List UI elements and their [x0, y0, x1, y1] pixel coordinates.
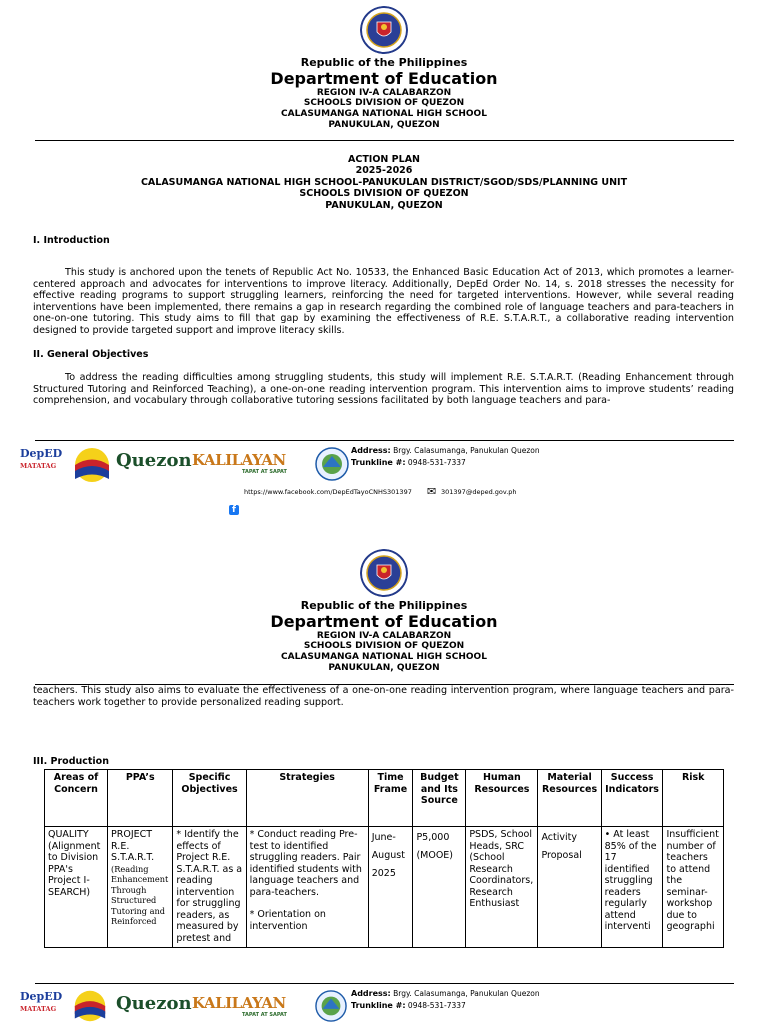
production-heading: III. Production [33, 756, 109, 767]
action-plan-unit: CALASUMANGA NATIONAL HIGH SCHOOL-PANUKULAN DISTRICT/SGOD/SDS/PLANNING UNIT [140, 177, 628, 188]
time-frame-value: June-August 2025 [371, 832, 405, 879]
tapat-text-2: TAPAT AT SAPAT [242, 1012, 287, 1018]
division-text: SCHOOLS DIVISION OF QUEZON [303, 98, 465, 108]
column-header: PPA’s [108, 770, 173, 827]
table-header-row [45, 770, 724, 827]
area-cell: QUALITY (Alignment to Division PPA's Project I-SEARCH) [45, 827, 108, 948]
action-plan-table [44, 769, 724, 948]
time-frame-cell [368, 827, 413, 948]
deped-logo-text: DepED [20, 447, 63, 460]
column-header: Budget and Its Source [413, 770, 466, 827]
bagong-pilipinas-logo [73, 446, 111, 484]
republic-text: Republic of the Philippines [300, 56, 468, 69]
footer-divider [35, 440, 734, 441]
quezon-logo: Quezon [116, 450, 192, 471]
risk-cell: Insufficient number of teachers to attend the seminar-workshop due to geographi [663, 827, 724, 948]
column-header: Material Resources [538, 770, 601, 827]
trunkline-line-2 [351, 1000, 466, 1012]
bagong-pilipinas-logo-2 [73, 989, 107, 1023]
kalilayan-text: KALILAYAN [192, 451, 286, 469]
kalilayan-logo-2 [192, 994, 307, 1022]
tapat-text: TAPAT AT SAPAT [242, 469, 287, 475]
objectives-paragraph: To address the reading difficulties among struggling students, this study will implement R.E. S.T.A.R.T. (Reading Enhancement through Structured Tutoring and Reinforced Teaching), a one-on-one reading intervention program. This intervention aims to improve students’ reading comprehension, and vocabulary through collaborative tutoring sessions facilitated by both language teachers and para- [33, 372, 734, 406]
quezon-logo-2: Quezon [116, 993, 192, 1014]
location-text: PANUKULAN, QUEZON [328, 120, 440, 130]
school-text: CALASUMANGA NATIONAL HIGH SCHOOL [281, 109, 487, 119]
ppa-title: PROJECT R.E. S.T.A.R.T. [111, 829, 155, 863]
matatag-logo-text-2: MATATAG [20, 1005, 57, 1013]
intro-paragraph: This study is anchored upon the tenets of Republic Act No. 10533, the Enhanced Basic Education Act of 2013, which promotes a learner-centered approach and advocates for interventions to improve literacy. Additionally, DepEd Order No. 14, s. 2018 stresses the necessity for effective reading programs to support struggling learners, reinforcing the need for targeted interventions. However, while several reading interventions have been implemented, there remains a gap in research regarding the combined role of language teachers and para-teachers in one-on-one tutoring. This study aims to fill that gap by examining the effectiveness of R.E. S.T.A.R.T., a collaborative reading intervention designed to provide targeted support and improve literacy skills. [33, 267, 734, 336]
department-title: Department of Education [270, 69, 498, 88]
trunkline-value: 0948-531-7337 [407, 458, 466, 467]
action-plan-title: ACTION PLAN [348, 154, 420, 165]
facebook-icon[interactable]: f [229, 505, 239, 515]
ppa-description: (Reading Enhancement Through Structured Tutoring and Reinforced [111, 863, 169, 926]
region-text: REGION IV-A CALABARZON [316, 88, 452, 98]
trunkline-label: Trunkline #: [351, 458, 406, 467]
column-header: Human Resources [466, 770, 538, 827]
column-header: Success Indicators [601, 770, 663, 827]
strategy-item: * Orientation on intervention [249, 909, 326, 932]
trunkline-value-2: 0948-531-7337 [407, 1001, 466, 1010]
strategy-item: * Conduct reading Pre-test to identified struggling readers. Pair identified students with language teachers and para-teachers. [249, 829, 362, 898]
strategies-cell [246, 827, 368, 948]
address-value-2: Brgy. Calasumanga, Panukulan Quezon [393, 989, 540, 998]
budget-value: P5,000 [416, 832, 450, 843]
address-line [351, 445, 540, 457]
material-item: Activity [541, 832, 577, 843]
kalilayan-text-2: KALILAYAN [192, 994, 286, 1012]
deped-logo-text-2: DepED [20, 990, 63, 1003]
column-header: Risk [663, 770, 724, 827]
column-header: Time Frame [368, 770, 413, 827]
budget-cell [413, 827, 466, 948]
location-text-2: PANUKULAN, QUEZON [328, 663, 440, 673]
facebook-link[interactable]: https://www.facebook.com/DepEdTayoCNHS301397 [244, 488, 412, 496]
deped-seal-logo-2 [360, 549, 408, 597]
email-link[interactable]: 301397@deped.gov.ph [441, 488, 517, 496]
objectives-cell: * Identify the effects of Project R.E. S.T.A.R.T. as a reading intervention for struggling readers, as measured by pretest and [173, 827, 246, 948]
address-value: Brgy. Calasumanga, Panukulan Quezon [393, 446, 540, 455]
budget-source: (MOOE) [416, 850, 454, 861]
human-resources-cell: PSDS, School Heads, SRC (School Research Coordinators, Research Enthusiast [466, 827, 538, 948]
school-text-2: CALASUMANGA NATIONAL HIGH SCHOOL [281, 652, 487, 662]
department-title-2: Department of Education [270, 612, 498, 631]
school-seal-logo [315, 447, 349, 481]
address-line-2 [351, 988, 540, 1000]
material-item: Proposal [541, 850, 582, 861]
action-plan-division: SCHOOLS DIVISION OF QUEZON [299, 188, 469, 199]
column-header: Strategies [246, 770, 368, 827]
action-plan-year: 2025-2026 [355, 165, 413, 176]
header-divider [35, 140, 734, 141]
column-header: Areas of Concern [45, 770, 108, 827]
matatag-logo-text: MATATAG [20, 462, 57, 470]
school-seal-logo-2 [315, 990, 347, 1022]
division-text-2: SCHOOLS DIVISION OF QUEZON [303, 641, 465, 651]
success-indicators-cell: • At least 85% of the 17 identified struggling readers regularly attend interventi [601, 827, 663, 948]
deped-matatag-logo [20, 447, 64, 483]
address-label-2: Address: [351, 989, 391, 998]
material-resources-cell [538, 827, 601, 948]
region-text-2: REGION IV-A CALABARZON [316, 631, 452, 641]
address-label: Address: [351, 446, 391, 455]
table-row [45, 827, 724, 948]
action-plan-location: PANUKULAN, QUEZON [325, 200, 443, 211]
trunkline-label-2: Trunkline #: [351, 1001, 406, 1010]
deped-seal-logo [360, 6, 408, 54]
republic-text-2: Republic of the Philippines [300, 599, 468, 612]
column-header: Specific Objectives [173, 770, 246, 827]
objectives-heading: II. General Objectives [33, 349, 149, 360]
deped-matatag-logo-2 [20, 990, 64, 1024]
intro-heading: I. Introduction [33, 235, 110, 246]
kalilayan-logo [192, 451, 307, 479]
ppa-cell [108, 827, 173, 948]
trunkline-line [351, 457, 466, 469]
mail-icon: ✉ [427, 485, 437, 498]
objectives-paragraph-continued: teachers. This study also aims to evaluate the effectiveness of a one-on-one reading intervention program, where language teachers and para-teachers work together to provide personalized reading support. [33, 685, 734, 708]
footer-divider-2 [35, 983, 734, 984]
